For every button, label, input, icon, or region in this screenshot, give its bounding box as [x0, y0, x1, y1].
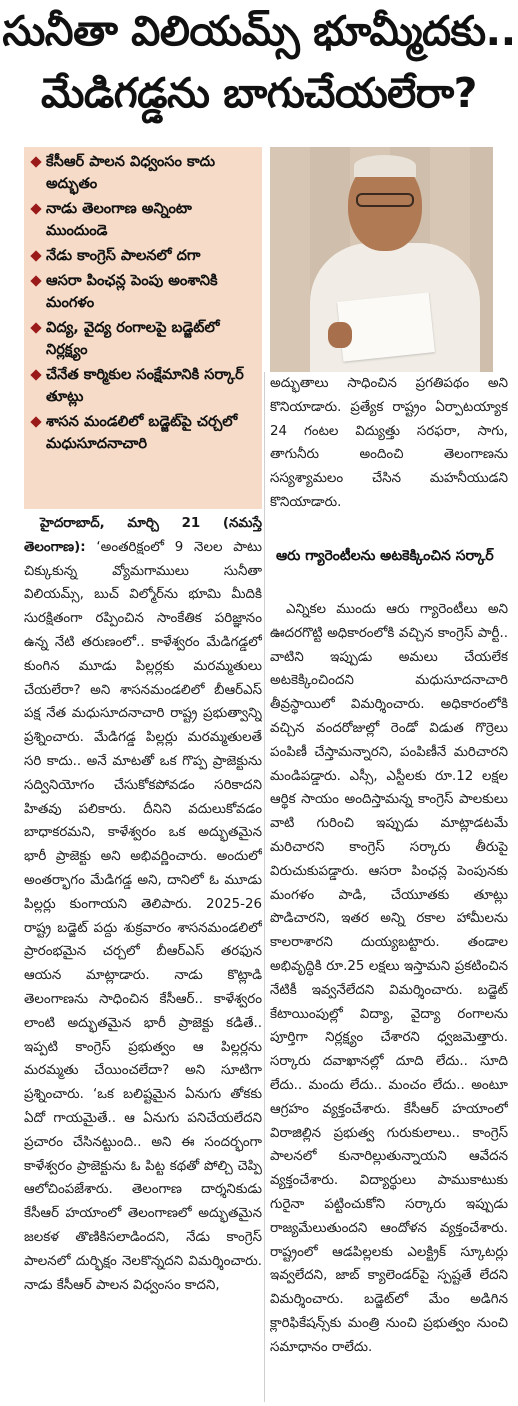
highlights-box	[24, 147, 262, 509]
highlight-item	[32, 245, 258, 267]
article-right-top	[270, 372, 508, 522]
diamond-bullet-icon	[30, 369, 41, 380]
headline-line-2: మేడిగడ్డను బాగుచేయలేరా?	[41, 69, 477, 117]
highlight-item	[32, 151, 258, 195]
diamond-bullet-icon	[30, 250, 41, 261]
speaker-photo	[270, 147, 493, 372]
highlight-text: నాడు తెలంగాణ అన్నింటా ముందుండె	[46, 200, 192, 239]
article-right-body	[270, 598, 508, 1403]
highlight-text: శాసన మండలిలో బడ్జెట్‌పై చర్చలో మధుసూదనాచారి	[46, 413, 238, 452]
article-paragraph	[24, 512, 262, 1297]
diamond-bullet-icon	[30, 275, 41, 286]
photo-figure-glasses	[356, 193, 414, 207]
highlight-text: కేసీఆర్‌ పాలన విధ్వంసం కాదు అద్భుతం	[46, 153, 216, 192]
highlight-item	[32, 317, 258, 361]
dateline: హైదరాబాద్‌, మార్చి 21 (నమస్తే తెలంగాణ):	[24, 516, 262, 555]
headline	[0, 0, 518, 132]
photo-figure-hand	[328, 322, 352, 348]
article-subheading: ఆరు గ్యారెంటీలను అటకెక్కించిన సర్కార్‌	[276, 548, 494, 564]
highlight-text: విద్య, వైద్య రంగాలపై బడ్జెట్‌లో నిర్లక్ష్యం	[46, 319, 220, 358]
diamond-bullet-icon	[30, 156, 41, 167]
highlight-text: చేనేత కార్మికుల సంక్షేమానికి సర్కార్‌ తూట్లు	[46, 366, 244, 405]
article-paragraph: అద్భుతాలు సాధించిన ప్రగతిపథం అని కొనియాడారు. ప్రత్యేక రాష్ట్రం ఏర్పాటయ్యాక 24 గంటల విద్యుత్తు సరఫరా, సాగు, తాగునీరు అందించి తెలంగాణను సస్యశ్యామలం చేసిన మహనీయుడని కొనియాడారు.	[270, 376, 508, 510]
diamond-bullet-icon	[30, 416, 41, 427]
photo-paper	[337, 292, 435, 361]
highlight-item	[32, 198, 258, 242]
highlight-text: నేడు కాంగ్రెస్‌ పాలనలో దగా	[46, 247, 201, 264]
diamond-bullet-icon	[30, 203, 41, 214]
highlight-item	[32, 364, 258, 408]
photo-figure-hair	[354, 155, 416, 177]
article-left-text: ‘అంతరిక్షంలో 9 నెలల పాటు చిక్కుకున్న వ్యోమగాములు సునీతా విలియమ్స్‌, బుచ్‌ విల్మోర్‌ను భూమి మీదికి సురక్షితంగా రప్పించిన సాంకేతిక పరిజ్ఞానం ఉన్న నేటి తరుణంలో.. కాళేశ్వరం మేడిగడ్డలో కుంగిన మూడు పిల్లర్లకు మరమ్మతులు చేయలేరా? అని శాసనమండలిలో బీఆర్‌ఎస్‌ పక్ష నేత మధుసూదనాచారి రాష్ట్ర ప్రభుత్వాన్ని ప్రశ్నించారు. మేడిగడ్డ పిల్లర్లు మరమ్మతులతే సరి కాదు.. అనే మాటతో ఒక గొప్ప ప్రాజెక్టును సద్వినియోగం చేసుకోకపోవడం సరికాదని హితవు పలికారు. దీనిని వదులుకోవడం బాధాకరమని, కాళేశ్వరం ఒక అద్భుతమైన భారీ ప్రాజెక్టు అని అభివర్ణించారు. అందులో అంతర్భాగం మేడిగడ్డ అని, దానిలో ఓ మూడు పిల్లర్లు కుంగాయని తెలిపారు. 2025-26 రాష్ట్ర బడ్జెట్‌ పద్దు శుక్రవారం శాసనమండలిలో ప్రారంభమైన చర్చలో బీఆర్‌ఎస్‌ తరఫున ఆయన మాట్లాడారు. నాడు కొట్లాడి తెలంగాణను సాధించిన కేసీఆర్‌.. కాళేశ్వరం లాంటి అద్భుతమైన భారీ ప్రాజెక్టు కడితే.. ఇప్పటి కాంగ్రెస్‌ ప్రభుత్వం ఆ పిల్లర్లను మరమ్మతు చేయించలేదా? అని సూటిగా ప్రశ్నించారు. ‘ఒక బలిష్టమైన ఏనుగు తోకకు ఏదో గాయమైతే.. ఆ ఏనుగు పనిచేయలేదని ప్రచారం చేసినట్టుంది.. అని ఈ సందర్భంగా కాళేశ్వరం ప్రాజెక్టును ఓ పిట్ట కథతో పోల్చి చెప్పి ఆలోచింపజేశారు. తెలంగాణ దార్శనికుడు కేసీఆర్‌ హయాంలో తెలంగాణలో అద్భుతమైన జలకళ తొణికిసలాడిందని, నేడు కాంగ్రెస్‌ పాలనలో దుర్భిక్షం నెలకొన్నదని విమర్శించారు. నాడు కేసీఆర్‌ పాలన విధ్వంసం కాదని,	[24, 539, 262, 1293]
article-paragraph: ఎన్నికల ముందు ఆరు గ్యారెంటీలు అని ఊదరగొట్టి అధికారంలోకి వచ్చిన కాంగ్రెస్‌ పార్టీ.. వాటిని ఇప్పుడు అమలు చేయలేక అటకెక్కించిందని మధుసూదనాచారి తీవ్రస్థాయిలో విమర్శించారు. అధికారంలోకి వచ్చిన వందరోజుల్లో రెండో విడుత గొర్రెలు పంపిణీ చేస్తామన్నారని, పంపిణీనే మరిచారని మండిపడ్డారు. ఎస్సీ, ఎస్టీలకు రూ.12 లక్షల ఆర్థిక సాయం అందిస్తామన్న కాంగ్రెస్‌ పాలకులు వాటి గురించి ఇప్పుడు మాట్లాడటమే మరిచారని కాంగ్రెస్‌ సర్కారు తీరుపై విరుచుకుపడ్డారు. ఆసరా పింఛన్ల పెంపునకు మంగళం పాడి, చేయూతకు తూట్లు పొడిచారని, ఇతర అన్ని రకాల హామీలను కాలరాశారని దుయ్యబట్టారు. తండాల అభివృద్ధికి రూ.25 లక్షలు ఇస్తామని ప్రకటించిన నేటికీ ఇవ్వనేలేదని విమర్శించారు. బడ్జెట్‌ కేటాయింపుల్లో విద్యా, వైద్యా రంగాలను పూర్తిగా నిర్లక్ష్యం చేశారని ధ్వజమెత్తారు. సర్కారు దవాఖానల్లో దూది లేదు.. సూది లేదు.. మందు లేదు.. మంచం లేదు.. అంటూ ఆగ్రహం వ్యక్తంచేశారు. కేసీఆర్‌ హయాంలో విరాజిల్లిన ప్రభుత్వ గురుకులాలు.. కాంగ్రెస్‌ పాలనలో కునారిల్లుతున్నాయని ఆవేదన వ్యక్తంచేశారు. విద్యార్థులు పాముకాటుకు గురైనా పట్టించుకోని సర్కారు ఇప్పుడు రాజ్యమేలుతుందని ఆందోళన వ్యక్తంచేశారు. రాష్ట్రంలో ఆడపిల్లలకు ఎలక్ట్రిక్‌ స్కూటర్లు ఇవ్వలేదని, జాబ్‌ క్యాలెండర్‌పై స్పష్టతే లేదని విమర్శించారు. బడ్జెట్‌లో మేం అడిగిన క్లారిఫికేషన్స్‌కు మంత్రి నుంచి ప్రభుత్వం నుంచి సమాధానం రాలేదు.	[270, 602, 508, 1355]
article-left-column	[24, 512, 262, 1402]
column-divider	[264, 372, 265, 1402]
highlight-text: ఆసరా పింఛన్ల పెంపు అంశానికి మంగళం	[46, 272, 218, 311]
headline-line-1: సునీతా విలియమ్స్‌ భూమ్మీదకు..	[2, 7, 516, 55]
highlight-item	[32, 270, 258, 314]
diamond-bullet-icon	[30, 322, 41, 333]
highlight-item	[32, 411, 258, 455]
